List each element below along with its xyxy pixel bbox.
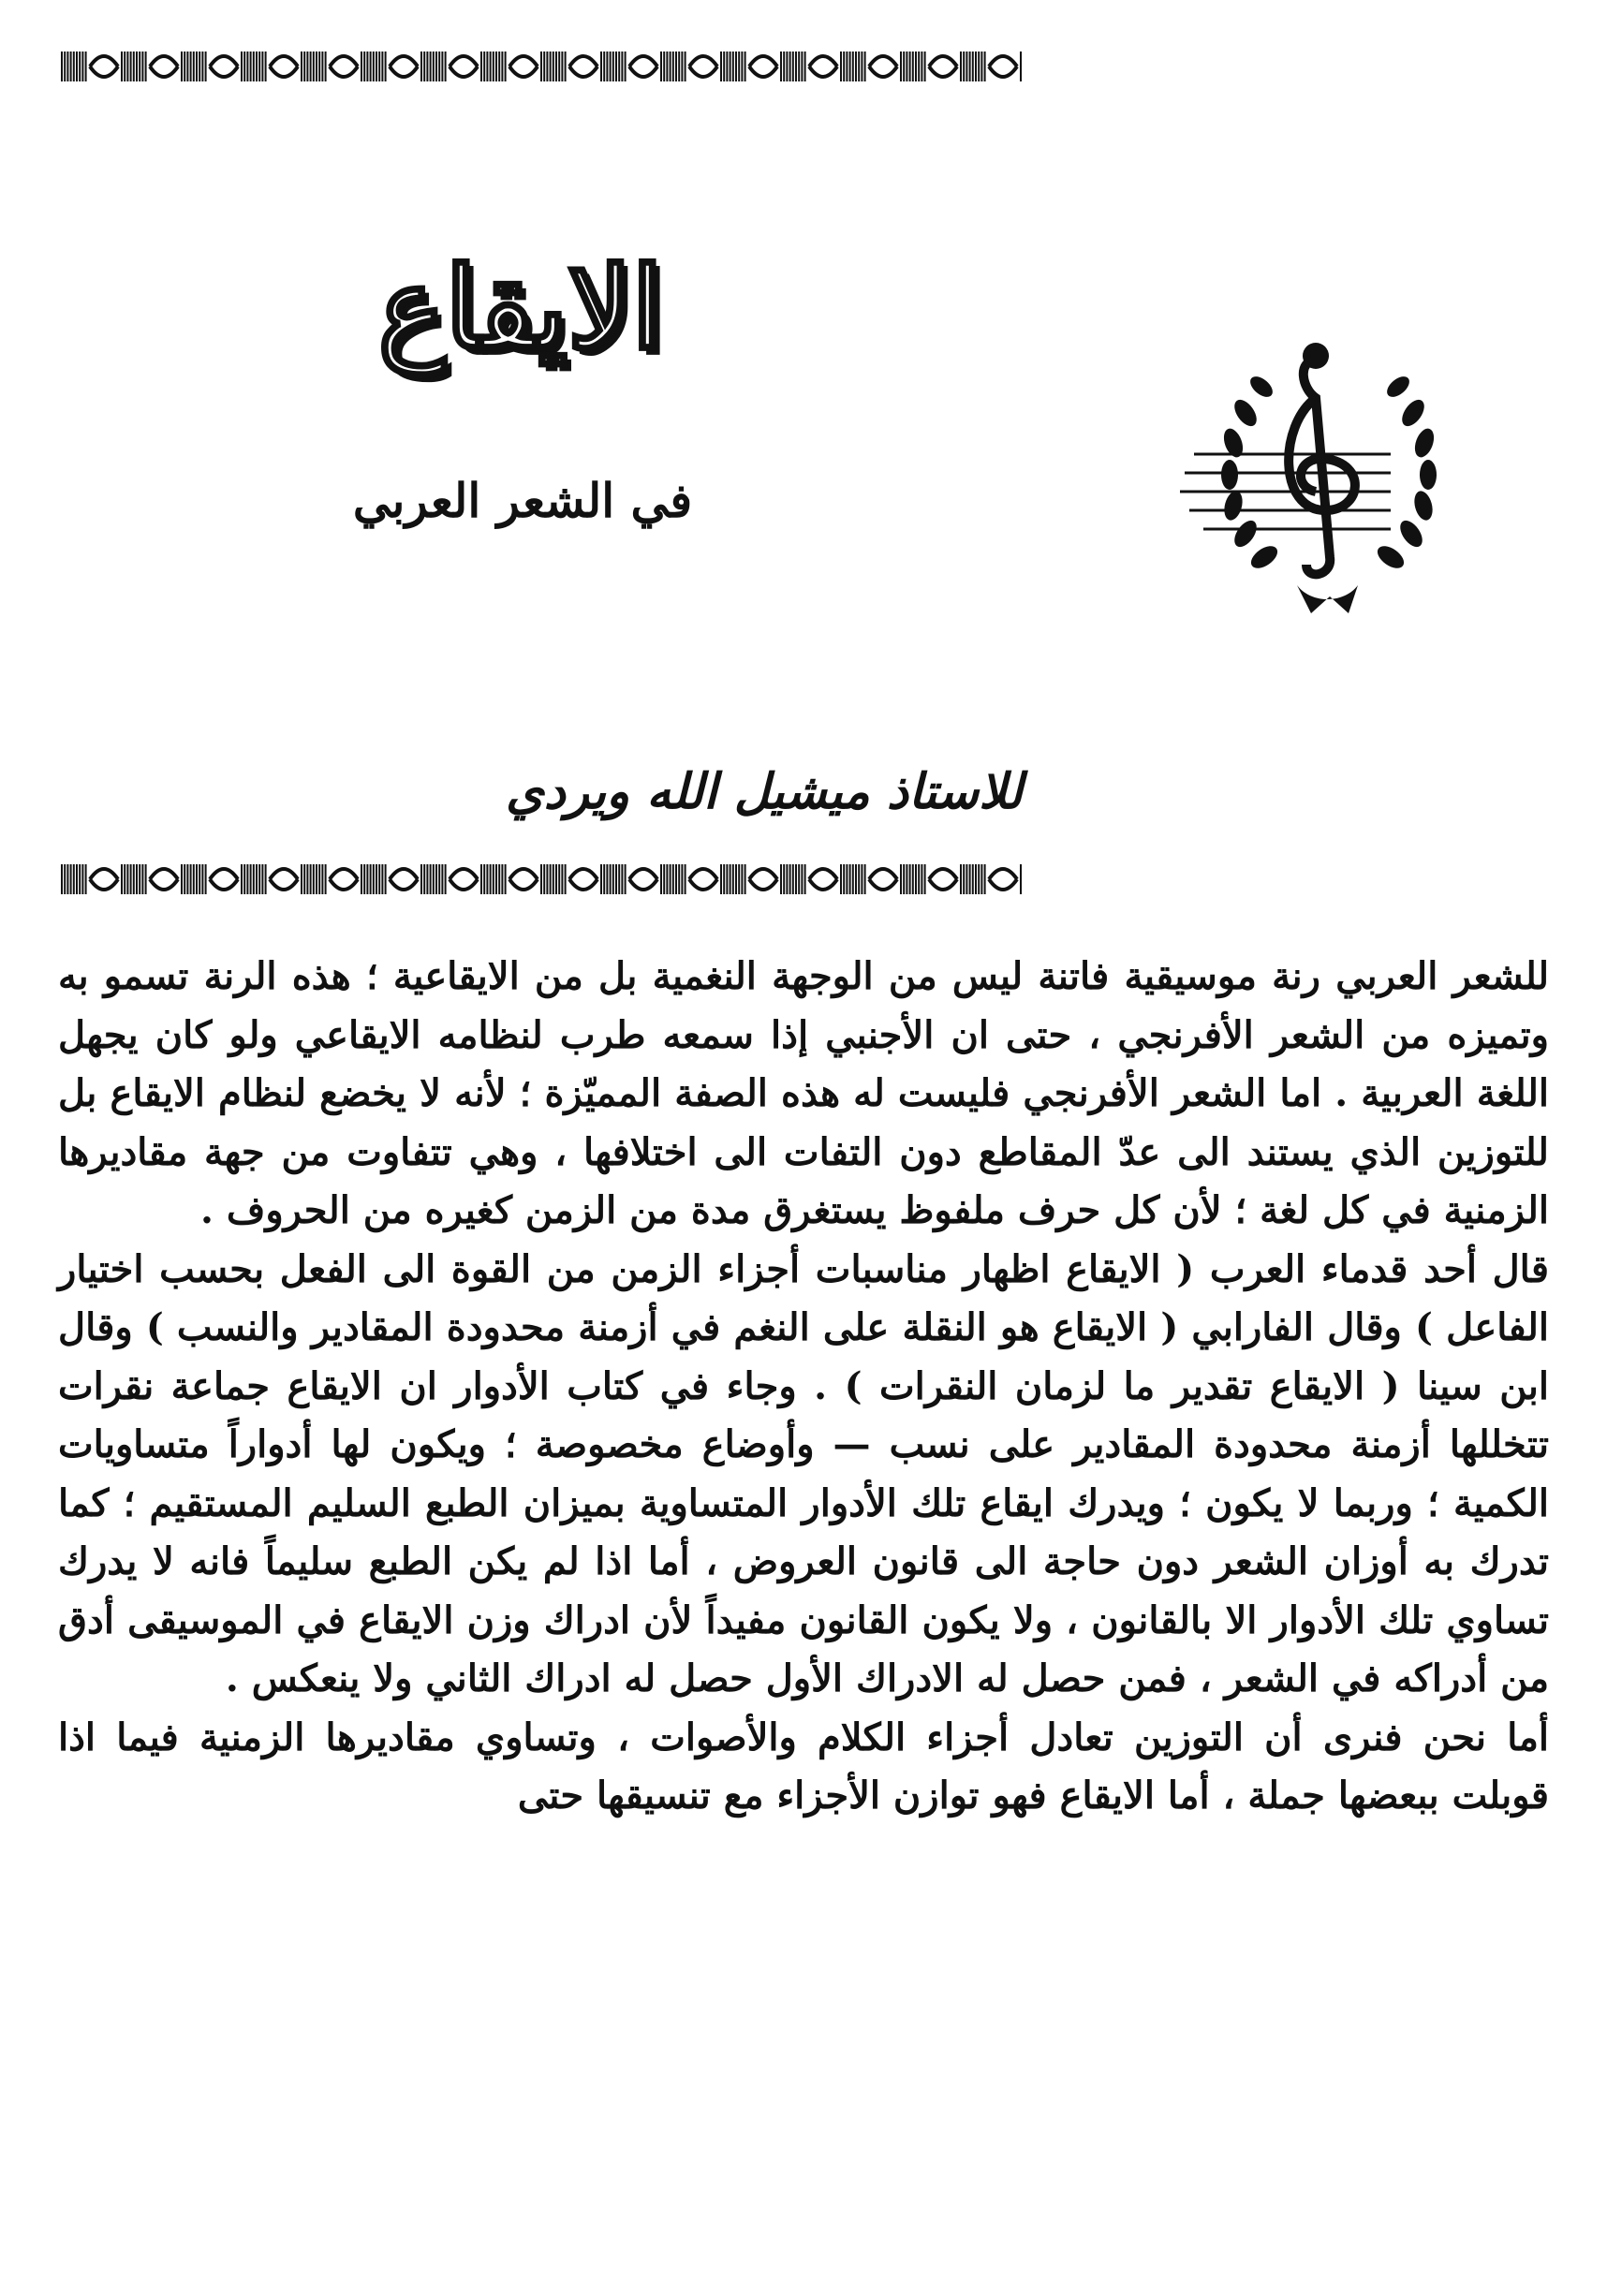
article-body xyxy=(58,948,1549,1826)
laurel-wreath-treble-clef-icon xyxy=(1175,323,1489,623)
page-subtitle: في الشعر العربي xyxy=(352,473,693,528)
author-byline: للاستاذ ميشيل الله ويردي xyxy=(506,763,1023,820)
paragraph: قال أحد قدماء العرب ( الايقاع اظهار مناسبات أجزاء الزمن من القوة الى الفعل بحسب اختيار الفاعل ) وقال الفارابي ( الايقاع هو النقلة على النغم في أزمنة محدودة المقادير والنسب ) وقال ابن سينا ( الايقاع تقدير ما لزمان النقرات ) . وجاء في كتاب الأدوار ان الايقاع جماعة نقرات تتخللها أزمنة محدودة المقادير على نسب — وأوضاع مخصوصة ؛ ويكون لها أدواراً متساويات الكمية ؛ وربما لا يكون ؛ ويدرك ايقاع تلك الأدوار المتساوية بميزان الطبع السليم المستقيم ؛ كما تدرك به أوزان الشعر دون حاجة الى قانون العروض ، أما اذا لم يكن الطبع سليماً فانه لا يدرك تساوي تلك الأدوار الا بالقانون ، ولا يكون القانون مفيداً لأن ادراك وزن الايقاع في الموسيقى أدق من أدراكه في الشعر ، فمن حصل له الادراك الأول حصل له ادراك الثاني ولا ينعكس . xyxy=(58,1246,1549,1700)
ornamental-border-icon xyxy=(58,852,1023,906)
paragraph: أما نحن فنرى أن التوزين تعادل أجزاء الكلام والأصوات ، وتساوي مقاديرها الزمنية فيما اذا قوبلت ببعضها جملة ، أما الايقاع فهو توازن الأجزاء مع تنسيقها حتى xyxy=(58,1715,1549,1818)
paragraph: للشعر العربي رنة موسيقية فاتنة ليس من الوجهة النغمية بل من الايقاعية ؛ هذه الرنة تسمو به وتميزه من الشعر الأفرنجي ، حتى ان الأجنبي إذا سمعه طرب لنظامه الايقاعي ولو كان يجهل اللغة العربية . اما الشعر الأفرنجي فليست له هذه الصفة المميّزة ؛ لأنه لا يخضع لنظام الايقاع بل للتوزين الذي يستند الى عدّ المقاطع دون التفات الى اختلافها ، وهي تتفاوت من جهة مقاديرها الزمنية في كل لغة ؛ لأن كل حرف ملفوظ يستغرق مدة من الزمن كغيره من الحروف . xyxy=(58,954,1549,1232)
page-title: الايقاع xyxy=(377,243,664,375)
ornamental-border-top xyxy=(58,37,1023,96)
ornamental-border-icon xyxy=(58,37,1023,96)
ornamental-border-middle xyxy=(58,852,1023,906)
